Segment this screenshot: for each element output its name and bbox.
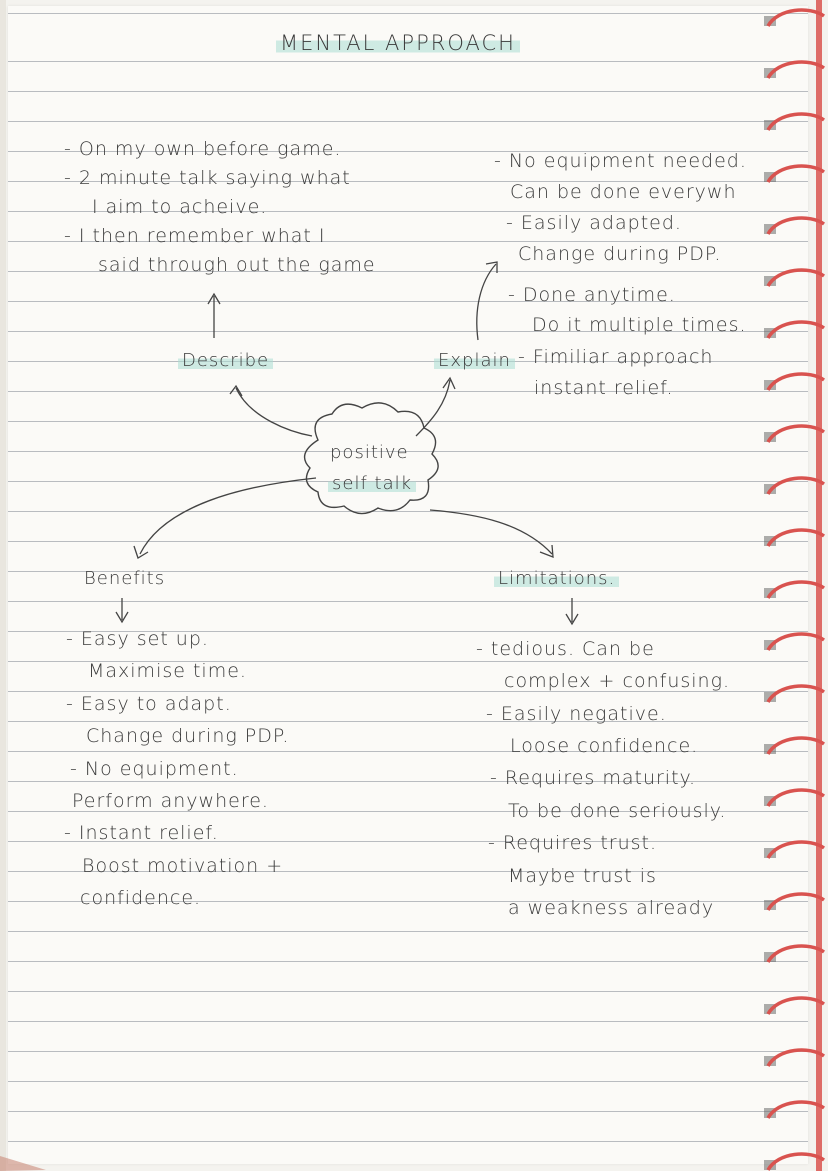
spiral-ring	[768, 322, 824, 338]
benefits-line: Perform anywhere.	[72, 790, 269, 812]
explain-line: Change during PDP.	[518, 243, 722, 265]
explain-line: Can be done everywh	[510, 181, 737, 203]
spiral-ring	[768, 114, 824, 130]
explain-line: - Fimiliar approach	[518, 346, 714, 368]
describe-label-text: Describe	[178, 350, 273, 371]
spiral-ring	[768, 946, 824, 962]
arrow-to-explain	[416, 380, 450, 436]
limitations-line: - Requires maturity.	[490, 767, 697, 789]
center-line-1: positive	[330, 442, 409, 463]
spiral-ring	[768, 738, 824, 754]
benefits-line: - Instant relief.	[64, 822, 219, 844]
spiral-ring	[768, 790, 824, 806]
spiral-ring	[768, 218, 824, 234]
arrow-to-limitations-head	[540, 545, 553, 557]
spiral-ring	[768, 1102, 824, 1118]
limitations-line: Loose confidence.	[510, 735, 699, 757]
spiral-ring	[768, 686, 824, 702]
limitations-line: - tedious. Can be	[476, 638, 655, 660]
spiral-ring	[768, 998, 824, 1014]
spiral-ring	[768, 478, 824, 494]
benefits-line: confidence.	[80, 887, 202, 909]
arrow-to-limitations	[430, 510, 552, 554]
limitations-label-text: Limitations.	[494, 568, 619, 589]
benefits-line: - Easy set up.	[66, 628, 209, 650]
benefits-label: Benefits	[84, 568, 166, 589]
spiral-ring	[768, 842, 824, 858]
limitations-label	[494, 568, 619, 589]
spiral-ring	[768, 62, 824, 78]
limitations-line: - Requires trust.	[488, 832, 658, 854]
limitations-line: a weakness already	[508, 897, 715, 919]
limitations-line: To be done seriously.	[508, 800, 727, 822]
benefits-line: - No equipment.	[70, 758, 239, 780]
spiral-ring	[768, 374, 824, 390]
describe-line: - I then remember what I	[64, 225, 326, 247]
explain-line: - Easily adapted.	[506, 212, 682, 234]
spiral-ring	[768, 426, 824, 442]
spiral-binding	[758, 0, 828, 1171]
center-line-2	[328, 473, 416, 494]
spiral-ring	[768, 530, 824, 546]
page-title-text: MENTAL APPROACH	[276, 31, 520, 55]
spiral-ring	[768, 634, 824, 650]
arrow-explain-up	[477, 264, 496, 340]
describe-line: - 2 minute talk saying what	[64, 167, 351, 189]
arrow-to-benefits	[140, 478, 316, 554]
spiral-ring	[768, 1050, 824, 1066]
limitations-line: complex + confusing.	[504, 670, 731, 692]
corner-mark	[0, 1150, 60, 1171]
limitations-line: Maybe trust is	[508, 865, 657, 887]
benefits-line: Change during PDP.	[86, 725, 290, 747]
center-line-2-text: self talk	[328, 473, 416, 494]
explain-line: instant relief.	[534, 377, 674, 399]
describe-line: - On my own before game.	[64, 138, 342, 160]
spiral-ring	[768, 1154, 824, 1170]
spiral-ring	[768, 166, 824, 182]
benefits-line: Boost motivation +	[82, 855, 284, 877]
spiral-ring	[768, 582, 824, 598]
spiral-ring	[768, 894, 824, 910]
arrow-explain-up-head	[486, 262, 497, 273]
limitations-line: - Easily negative.	[486, 703, 667, 725]
explain-line: - No equipment needed.	[494, 150, 747, 172]
spiral-ring	[768, 270, 824, 286]
benefits-line: - Easy to adapt.	[66, 693, 232, 715]
describe-line: said through out the game	[98, 254, 376, 276]
spiral-ring	[768, 10, 824, 26]
describe-line: I aim to acheive.	[92, 196, 268, 218]
explain-line: - Done anytime.	[508, 284, 676, 306]
arrow-to-describe	[236, 388, 312, 436]
explain-label-text: Explain	[434, 350, 515, 371]
explain-line: Do it multiple times.	[532, 314, 747, 336]
benefits-line: Maximise time.	[88, 660, 247, 682]
